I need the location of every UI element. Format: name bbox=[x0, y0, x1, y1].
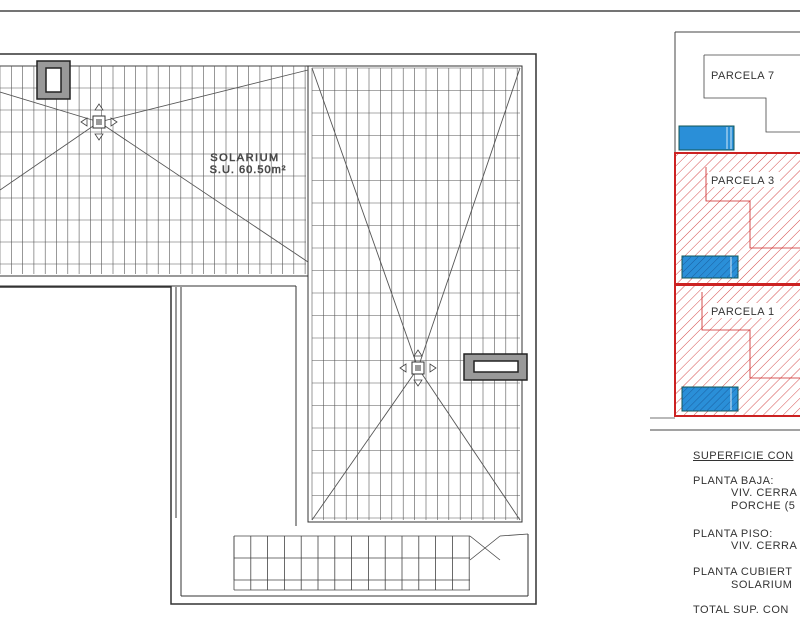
item-planta-baja-2: PORCHE (5 bbox=[731, 500, 796, 512]
parcel-label-7: PARCELA 7 bbox=[711, 70, 775, 82]
chimney-vent-right bbox=[464, 354, 527, 380]
level-planta-baja: PLANTA BAJA: bbox=[693, 475, 774, 487]
surface-total: TOTAL SUP. CON bbox=[693, 604, 789, 616]
item-planta-cubierta-1: SOLARIUM bbox=[731, 579, 793, 591]
parcel-label-3: PARCELA 3 bbox=[711, 175, 775, 187]
item-planta-baja-1: VIV. CERRA bbox=[731, 487, 798, 499]
roof-tile-grid bbox=[312, 68, 520, 520]
chimney-vent-top bbox=[37, 61, 70, 99]
item-planta-piso-1: VIV. CERRA bbox=[731, 540, 798, 552]
staircase bbox=[234, 534, 528, 590]
solarium-area: S.U. 60.50m² bbox=[209, 164, 287, 176]
solarium-label: SOLARIUM bbox=[210, 152, 280, 164]
level-planta-piso: PLANTA PISO: bbox=[693, 528, 773, 540]
site-plan bbox=[650, 32, 800, 430]
surface-heading: SUPERFICIE CON bbox=[693, 450, 794, 462]
level-planta-cubierta: PLANTA CUBIERT bbox=[693, 566, 793, 578]
parcel-7-house bbox=[704, 55, 800, 132]
roof-inner-outline bbox=[0, 66, 522, 522]
roof-plan bbox=[0, 54, 536, 604]
parcel-7-pool bbox=[679, 126, 734, 150]
roof-drain-right bbox=[400, 350, 436, 386]
roof-drain-left bbox=[81, 104, 117, 140]
parcel-label-1: PARCELA 1 bbox=[711, 306, 775, 318]
